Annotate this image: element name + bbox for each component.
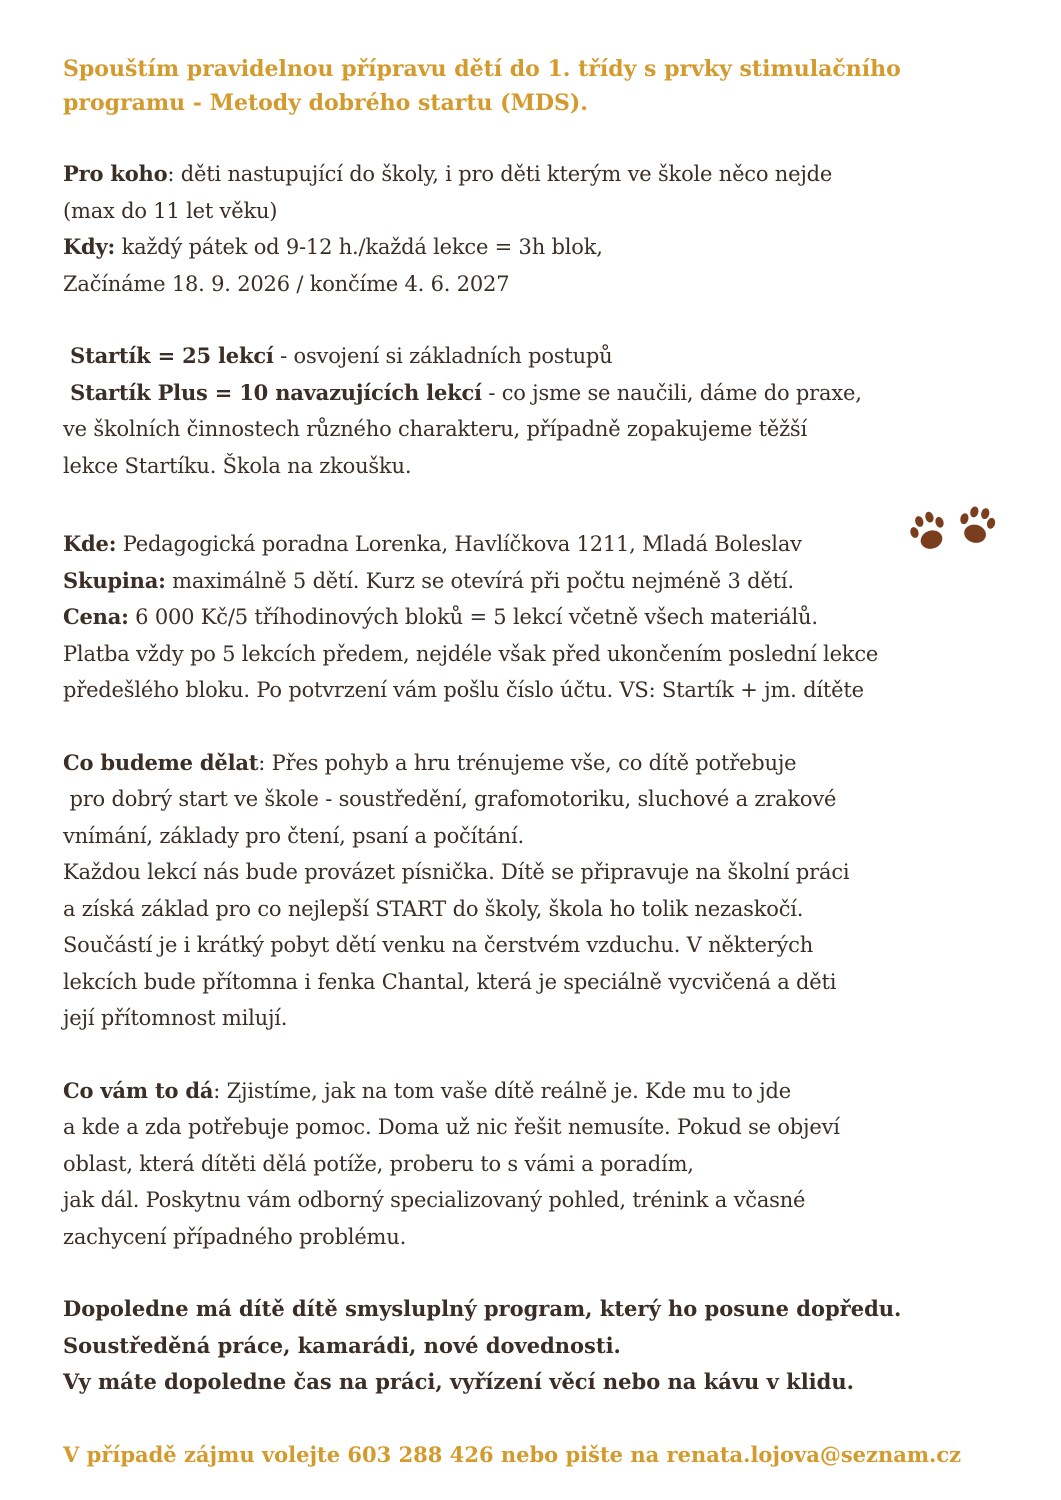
paw-prints-decoration	[905, 504, 1001, 556]
paw-print-icon	[955, 504, 998, 547]
activities-text-1: : Přes pohyb a hru trénujeme vše, co dítě potřebuje	[258, 750, 797, 775]
startik-plus-text: - co jsme se naučili, dáme do praxe,	[481, 380, 862, 405]
activities-text-7: lekcích bude přítomna i fenka Chantal, která je speciálně vycvičená a děti	[63, 969, 837, 994]
closing-section	[63, 1291, 1023, 1401]
activities-label: Co budeme dělat	[63, 749, 259, 775]
payment-text-1: Platba vždy po 5 lekcích předem, nejdéle však před ukončením poslední lekce	[63, 641, 879, 666]
for-whom-section	[63, 156, 1023, 302]
startik-label: Startík = 25 lekcí	[63, 343, 274, 368]
closing-line-3: Vy máte dopoledne čas na práci, vyřízení věcí nebo na kávu v klidu.	[63, 1369, 854, 1394]
when-label: Kdy:	[63, 234, 116, 259]
startik-plus-text-2: ve školních činnostech různého charakteru, případně zopakujeme těžší	[63, 417, 808, 441]
startik-text: - osvojení si základních postupů	[273, 344, 613, 368]
startik-plus-label: Startík Plus = 10 navazujících lekcí	[63, 379, 482, 405]
flyer-title	[63, 52, 1023, 120]
startik-plus-text-3: lekce Startíku. Škola na zkoušku.	[63, 453, 412, 478]
for-whom-label: Pro koho	[63, 161, 168, 186]
activities-section	[63, 745, 1023, 1037]
flyer-content	[63, 52, 1023, 1473]
closing-line-2: Soustředěná práce, kamarádi, nové dovednosti.	[63, 1332, 621, 1358]
where-label: Kde:	[63, 531, 117, 556]
benefits-text-2: a kde a zda potřebuje pomoc. Doma už nic řešit nemusíte. Pokud se objeví	[63, 1115, 840, 1139]
activities-text-3: vnímání, základy pro čtení, psaní a počítání.	[63, 823, 524, 848]
benefits-section	[63, 1073, 1023, 1256]
where-text: Pedagogická poradna Lorenka, Havlíčkova 1211, Mladá Boleslav	[116, 532, 802, 556]
payment-text-2: předešlého bloku. Po potvrzení vám pošlu číslo účtu. VS: Startík + jm. dítěte	[63, 678, 864, 702]
programs-section	[63, 338, 1023, 484]
benefits-label: Co vám to dá	[63, 1077, 214, 1103]
when-text: každý pátek od 9-12 h./každá lekce = 3h blok,	[115, 235, 603, 259]
group-label: Skupina:	[63, 567, 166, 593]
activities-text-8: její přítomnost milují.	[63, 1006, 288, 1030]
benefits-text-4: jak dál. Poskytnu vám odborný specializovaný pohled, trénink a včasné	[63, 1188, 806, 1212]
activities-text-5: a získá základ pro co nejlepší START do školy, škola ho tolik nezaskočí.	[63, 896, 804, 921]
for-whom-text: : děti nastupující do školy, i pro děti kterým ve škole něco nejde	[167, 162, 833, 186]
benefits-text-1: : Zjistíme, jak na tom vaše dítě reálně je. Kde mu to jde	[213, 1078, 791, 1103]
closing-line-1: Dopoledne má dítě dítě smysluplný program, který ho posune dopředu.	[63, 1296, 902, 1321]
benefits-text-3: oblast, která dítěti dělá potíže, proberu to s vámi a poradím,	[63, 1151, 694, 1176]
title-line-1: Spouštím pravidelnou přípravu dětí do 1. třídy s prvky stimulačního	[63, 56, 901, 82]
for-whom-text-2: (max do 11 let věku)	[63, 198, 278, 223]
benefits-text-5: zachycení případného problému.	[63, 1224, 407, 1249]
activities-text-6: Součástí je i krátký pobyt dětí venku na čerstvém vzduchu. V některých	[63, 933, 814, 957]
when-dates: Začínáme 18. 9. 2026 / končíme 4. 6. 2027	[63, 271, 510, 296]
group-text: maximálně 5 dětí. Kurz se otevírá při počtu nejméně 3 dětí.	[165, 568, 794, 593]
activities-text-4: Každou lekcí nás bude provázet písnička. Dítě se připravuje na školní práci	[63, 860, 850, 884]
price-text: 6 000 Kč/5 tříhodinových bloků = 5 lekcí včetně všech materiálů.	[128, 605, 818, 629]
title-line-2: programu - Metody dobrého startu (MDS).	[63, 90, 588, 116]
details-section	[63, 526, 1023, 709]
price-label: Cena:	[63, 604, 129, 629]
activities-text-2: pro dobrý start ve škole - soustředění, grafomotoriku, sluchové a zrakové	[63, 787, 837, 811]
paw-print-icon	[906, 508, 951, 554]
contact-line: V případě zájmu volejte 603 288 426 nebo pište na renata.lojova@seznam.cz	[63, 1441, 962, 1467]
